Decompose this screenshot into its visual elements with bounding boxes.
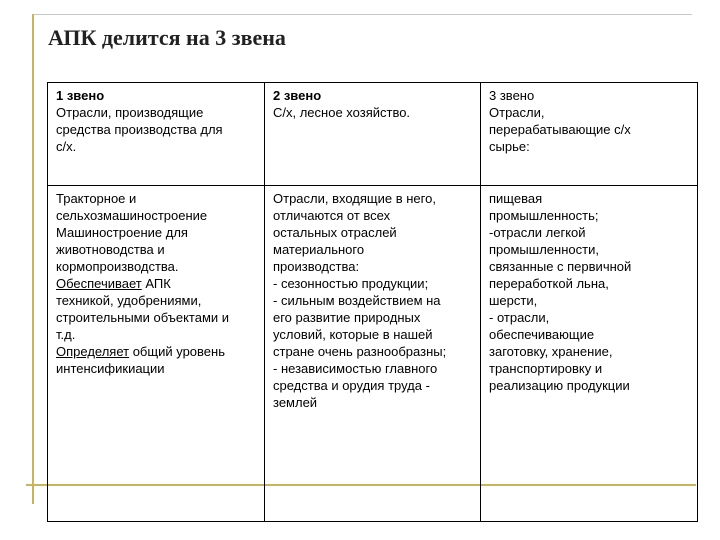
text-line: землей — [273, 395, 318, 410]
link-3-description — [489, 104, 691, 155]
text-line: - отрасли, — [489, 310, 550, 325]
text-line: с/х. — [56, 139, 77, 154]
text-line: заготовку, хранение, — [489, 344, 613, 359]
text-line: средства и орудия труда - — [273, 378, 430, 393]
text-line: интенсификиации — [56, 361, 165, 376]
link-3-body — [489, 190, 691, 394]
text-line: Машиностроение для — [56, 225, 188, 240]
link-3-header-cell — [481, 83, 698, 186]
text-line: Тракторное и — [56, 191, 137, 206]
link-2-body-cell — [265, 186, 481, 522]
text-line: -отрасли легкой — [489, 225, 586, 240]
line-remainder: АПК — [141, 276, 171, 291]
link-3-title: 3 звено — [489, 88, 535, 103]
text-line: т.д. — [56, 327, 76, 342]
text-line: С/х, лесное хозяйство. — [273, 105, 411, 120]
text-line: остальных отраслей — [273, 225, 397, 240]
text-line: обеспечивающие — [489, 327, 595, 342]
text-line: - независимостью главного — [273, 361, 438, 376]
text-line: перерабатывающие с/х — [489, 122, 631, 137]
text-line: животноводства и — [56, 242, 165, 257]
text-line: стране очень разнообразны; — [273, 344, 447, 359]
text-line: - сильным воздействием на — [273, 293, 441, 308]
header-row — [48, 83, 698, 186]
text-line: его развитие природных — [273, 310, 421, 325]
link-1-description — [56, 104, 258, 155]
text-line: Отрасли, производящие — [56, 105, 204, 120]
link-2-description — [273, 104, 474, 121]
text-line: отличаются от всех — [273, 208, 391, 223]
text-line: реализацию продукции — [489, 378, 630, 393]
slide-title: АПК делится на 3 звена — [48, 25, 286, 50]
text-line: связанные с первичной — [489, 259, 632, 274]
text-line — [56, 275, 258, 292]
link-1-body-cell — [48, 186, 265, 522]
text-line — [56, 343, 258, 360]
link-1-title: 1 звено — [56, 88, 105, 103]
link-2-header-cell — [265, 83, 481, 186]
text-line: материального — [273, 242, 365, 257]
text-line: промышленность; — [489, 208, 599, 223]
text-line: промышленности, — [489, 242, 599, 257]
link-1-header-cell — [48, 83, 265, 186]
link-2-title: 2 звено — [273, 88, 322, 103]
top-divider-line — [32, 14, 692, 15]
underlined-term: Обеспечивает — [56, 276, 142, 291]
text-line: техникой, удобрениями, — [56, 293, 202, 308]
text-line: пищевая — [489, 191, 543, 206]
text-line: сырье: — [489, 139, 530, 154]
text-line: средства производства для — [56, 122, 223, 137]
text-line: транспортировку и — [489, 361, 603, 376]
link-2-body — [273, 190, 474, 411]
body-row — [48, 186, 698, 522]
line-remainder: общий уровень — [129, 344, 225, 359]
left-accent-line — [32, 14, 34, 504]
text-line: кормопроизводства. — [56, 259, 179, 274]
link-3-body-cell — [481, 186, 698, 522]
link-1-body — [56, 190, 258, 377]
text-line: Отрасли, — [489, 105, 545, 120]
text-line: шерсти, — [489, 293, 538, 308]
text-line: производства: — [273, 259, 360, 274]
text-line: переработкой льна, — [489, 276, 609, 291]
text-line: условий, которые в нашей — [273, 327, 433, 342]
apk-links-table — [47, 82, 698, 522]
text-line: Отрасли, входящие в него, — [273, 191, 436, 206]
text-line: сельхозмашиностроение — [56, 208, 208, 223]
underlined-term: Определяет — [56, 344, 130, 359]
text-line: строительными объектами и — [56, 310, 230, 325]
text-line: - сезонностью продукции; — [273, 276, 429, 291]
